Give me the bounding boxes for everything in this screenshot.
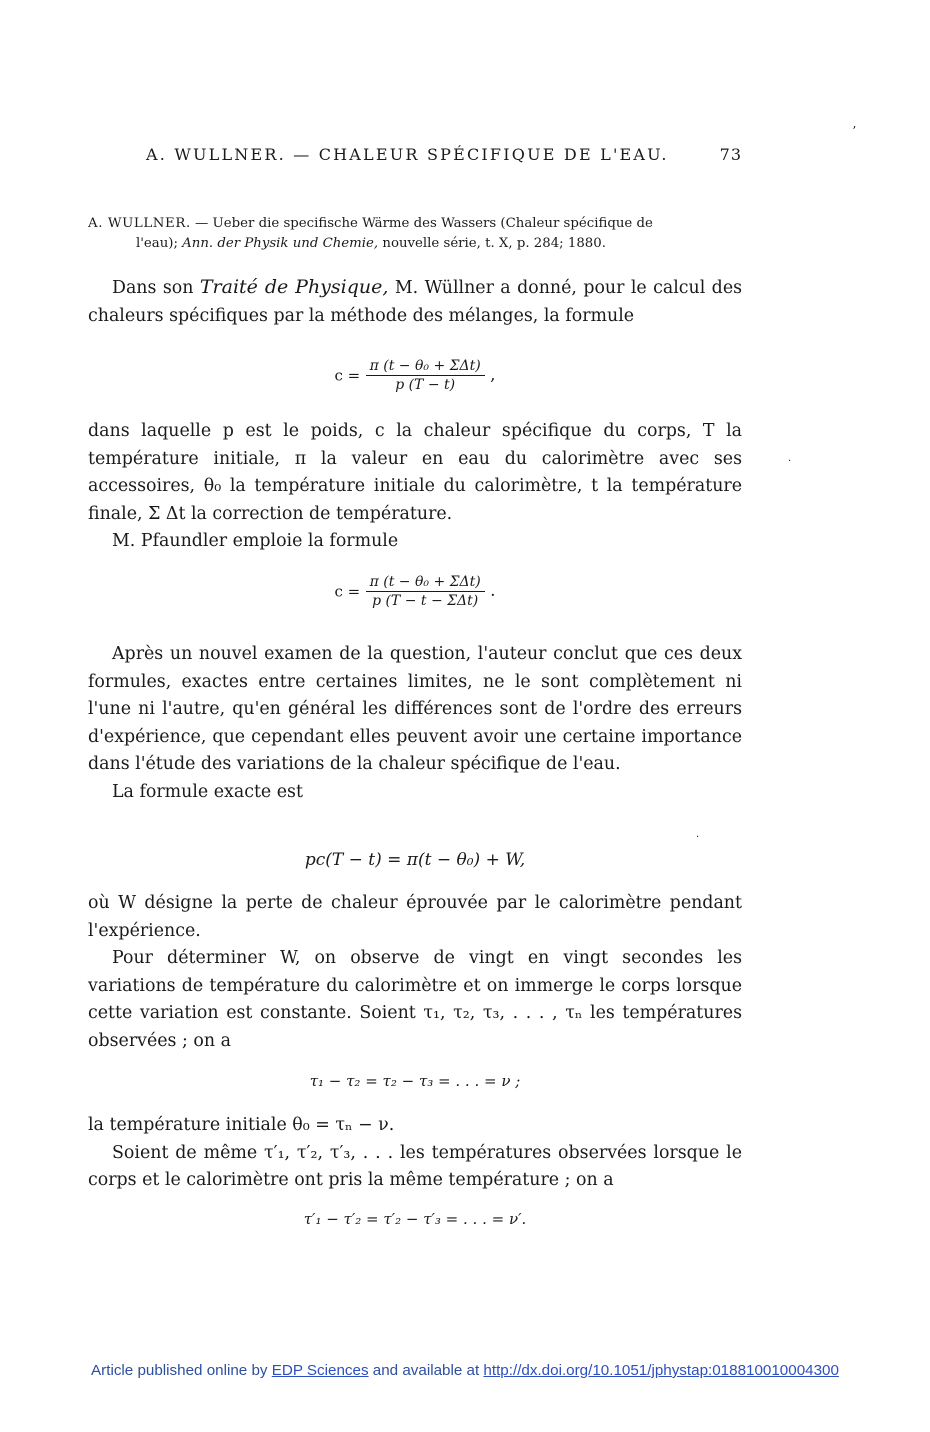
paragraph-1 <box>88 274 742 330</box>
formula-fraction <box>366 358 485 393</box>
publication-footer <box>0 1362 930 1379</box>
reference-author: A. WULLNER. <box>88 216 191 231</box>
paragraph-text: M. Wüllner a donné, pour le calcul des chaleurs spécifiques par la méthode des mélanges, la formule <box>88 278 743 326</box>
formula-text: τ₁ − τ₂ = τ₂ − τ₃ = . . . = ν ; <box>309 1072 521 1090</box>
formula-numerator: π (t − θ₀ + ΣΔt) <box>369 574 481 590</box>
paragraph-2 <box>88 418 742 556</box>
formula-wullner <box>88 358 742 393</box>
scan-speck: · <box>696 832 700 843</box>
paragraph-5 <box>88 1112 742 1195</box>
doi-link[interactable]: http://dx.doi.org/10.1051/jphystap:018810010004300 <box>483 1362 839 1379</box>
formula-exact <box>88 850 742 870</box>
paragraph-text: la température initiale θ₀ = τₙ − ν. <box>88 1115 395 1135</box>
formula-lhs: c = <box>334 582 361 601</box>
reference-title: — Ueber die specifische Wärme des Wassers (Chaleur spécifique de <box>195 216 653 231</box>
formula-denominator: p (T − t − ΣΔt) <box>372 593 479 609</box>
scan-speck: · <box>788 456 792 467</box>
paragraph-text: Dans son <box>112 278 194 298</box>
formula-tau <box>88 1072 742 1090</box>
paragraph-3 <box>88 641 742 807</box>
reference-journal: Ann. der Physik und Chemie, <box>182 236 379 251</box>
book-title: Traité de Physique, <box>199 276 389 298</box>
publisher-link[interactable]: EDP Sciences <box>271 1362 369 1379</box>
paragraph-text: La formule exacte est <box>112 781 303 802</box>
page-number: 73 <box>719 145 742 164</box>
paragraph-text: dans laquelle p est le poids, c la chaleur spécifique du corps, T la température initiale, π la valeur en eau du calorimètre avec ses accessoires, θ₀ la température initiale du calorimètre, t la température finale, Σ Δt la correction de température. <box>88 421 742 524</box>
footer-text: Article published online by <box>91 1362 268 1379</box>
paragraph-4 <box>88 890 742 1056</box>
formula-punctuation: . <box>490 581 496 601</box>
paragraph-text: M. Pfaundler emploie la formule <box>112 531 399 552</box>
bibliographic-reference <box>88 214 742 254</box>
reference-volume: nouvelle série, t. X, p. 284; 1880. <box>382 236 606 251</box>
formula-denominator: p (T − t) <box>395 377 456 393</box>
running-title: A. WULLNER. — CHALEUR SPÉCIFIQUE DE L'EAU. <box>146 145 669 164</box>
formula-fraction <box>366 574 485 609</box>
formula-numerator: π (t − θ₀ + ΣΔt) <box>369 358 481 374</box>
reference-title-end: l'eau); <box>136 236 178 251</box>
running-head <box>146 145 742 164</box>
formula-pfaundler <box>88 574 742 609</box>
paragraph-text: où W désigne la perte de chaleur éprouvée par le calorimètre pendant l'expérience. <box>88 893 742 941</box>
scan-mark: ʼ <box>852 124 856 138</box>
paragraph-text: Après un nouvel examen de la question, l'auteur conclut que ces deux formules, exactes entre certaines limites, ne le sont complètement ni l'une ni l'autre, qu'en général les différences sont de l'ordre des erreurs d'expérience, que cependant elles peuvent avoir une certaine importance dans l'étude des variations de la chaleur spécifique de l'eau. <box>88 644 742 775</box>
paragraph-text: Pour déterminer W, on observe de vingt en vingt secondes les variations de température du calorimètre et on immerge le corps lorsque cette variation est constante. Soient τ₁, τ₂, τ₃, . . . , τₙ les températures observées ; on a <box>88 948 742 1051</box>
formula-tau-prime <box>88 1210 742 1228</box>
formula-text: τ′₁ − τ′₂ = τ′₂ − τ′₃ = . . . = ν′. <box>303 1210 527 1228</box>
formula-text: pc(T − t) = π(t − θ₀) + W, <box>304 850 526 870</box>
formula-lhs: c = <box>334 366 361 385</box>
reference-line-2 <box>88 234 742 254</box>
formula-punctuation: , <box>490 365 496 385</box>
paragraph-text: Soient de même τ′₁, τ′₂, τ′₃, . . . les températures observées lorsque le corps et le calorimètre ont pris la même température ; on a <box>88 1142 742 1191</box>
footer-text: and available at <box>372 1362 480 1379</box>
